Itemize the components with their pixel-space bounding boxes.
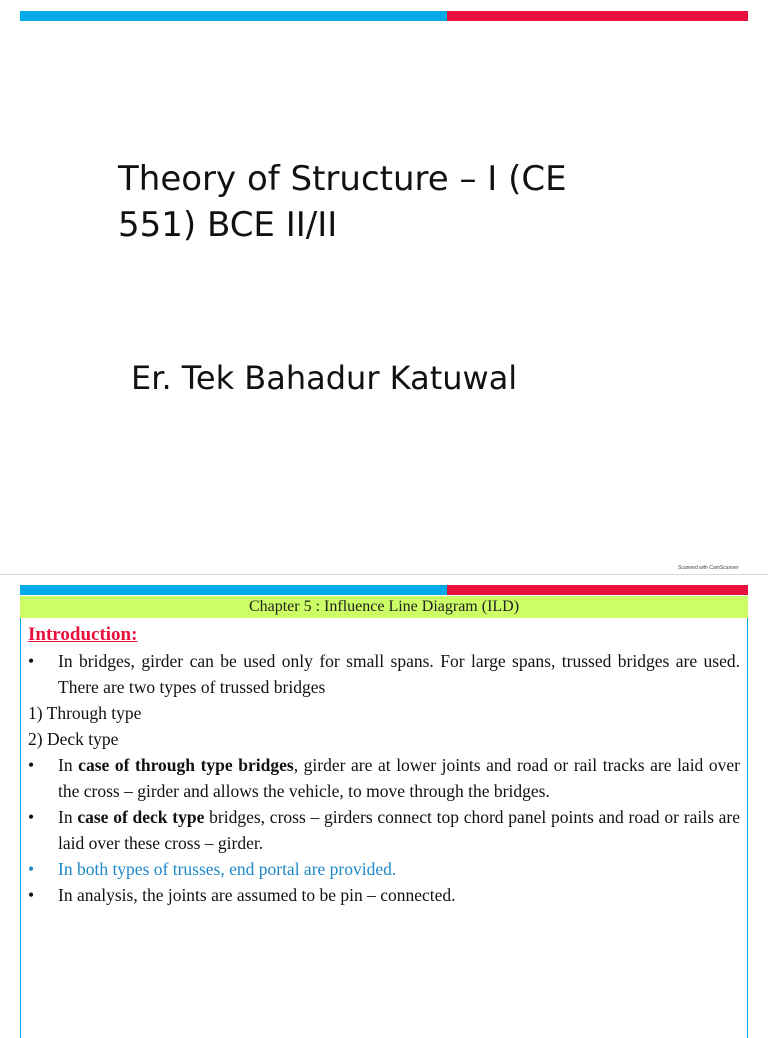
- bullet-marker: •: [28, 807, 35, 827]
- slide-divider: [0, 574, 768, 575]
- chapter-title-band: Chapter 5 : Influence Line Diagram (ILD): [20, 596, 748, 618]
- bullet-text: [58, 752, 740, 804]
- text-run: In: [58, 807, 78, 827]
- text-run: In: [58, 755, 79, 775]
- slide-title: Theory of Structure – I (CE 551) BCE II/II: [118, 159, 567, 245]
- bold-term: case of through type bridges: [78, 755, 294, 775]
- bullet-item: [28, 752, 740, 804]
- list-item-through-type: 1) Through type: [28, 703, 142, 723]
- slide-content: [28, 622, 740, 908]
- bullet-item: [28, 804, 740, 856]
- bullet-item: [28, 882, 740, 908]
- text-run: , girder are at lower joints and road or rail tracks are laid over the cross – girder and allows the vehicle, to move through the bridges.: [58, 755, 740, 801]
- slide2-accent-bar-red: [447, 585, 748, 595]
- top-accent-bar-red: [447, 11, 748, 21]
- bullet-text: In both types of trusses, end portal are provided.: [58, 859, 397, 879]
- bullet-text: In analysis, the joints are assumed to be pin – connected.: [58, 885, 456, 905]
- text-run: bridges, cross – girders connect top chord panel points and road or rails are laid over these cross – girder.: [58, 807, 740, 853]
- bullet-item: [28, 648, 740, 700]
- bold-term: case of deck type: [77, 807, 205, 827]
- bullet-marker: •: [28, 755, 35, 775]
- author-name: Er. Tek Bahadur Katuwal: [131, 359, 518, 397]
- bullet-item-highlight: [28, 856, 740, 882]
- bullet-marker: •: [28, 885, 35, 905]
- bullet-marker: •: [28, 859, 35, 879]
- top-accent-bar-blue: [20, 11, 447, 21]
- scan-watermark: Scanned with CamScanner: [678, 565, 739, 571]
- slide2-accent-bar-blue: [20, 585, 447, 595]
- bullet-marker: •: [28, 651, 35, 671]
- bullet-text: In bridges, girder can be used only for small spans. For large spans, trussed bridges are used. There are two types of trussed bridges: [58, 651, 740, 697]
- list-item-deck-type: 2) Deck type: [28, 729, 119, 749]
- bullet-text: [58, 804, 740, 856]
- section-heading: Introduction:: [28, 624, 138, 645]
